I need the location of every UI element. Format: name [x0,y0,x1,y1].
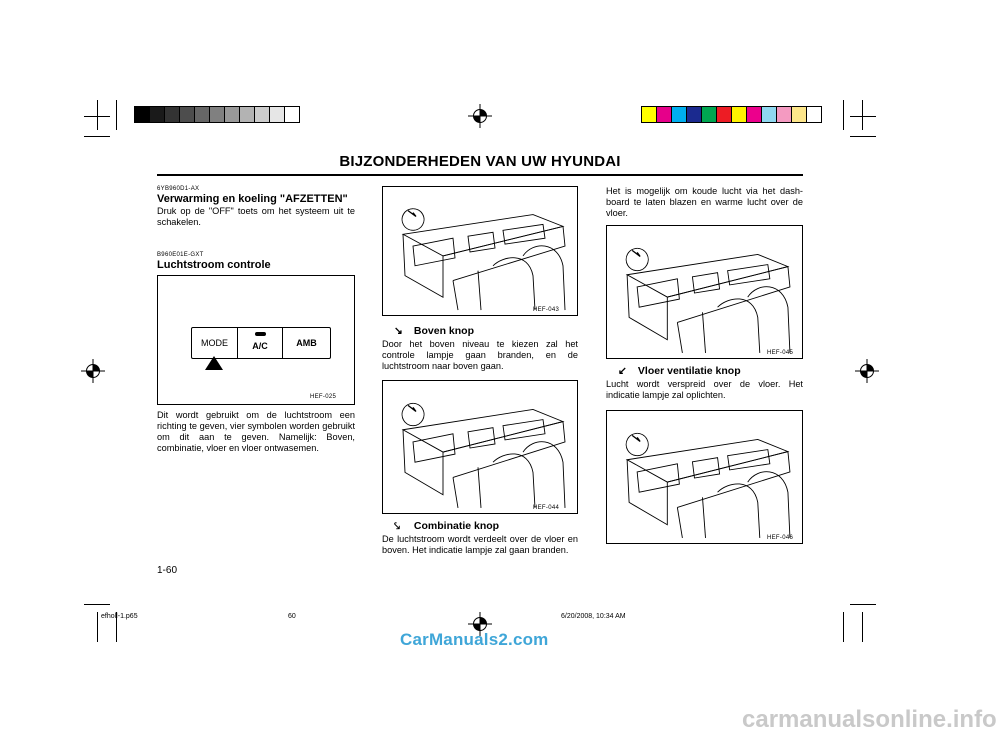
color-swatch [671,106,687,123]
bi-level-vent-icon: ⤥ [394,520,400,532]
floor-vent-icon: ↙ [618,365,627,377]
figure-label: HEF-043 [533,307,560,313]
illustration-stroke [702,312,705,353]
section-heading: Luchtstroom controle [157,259,271,271]
color-swatch [641,106,657,123]
illustration-stroke [523,442,565,508]
figure-dashboard-vloer [606,225,803,359]
boven-caption [394,325,474,337]
airflow-symbol-icon [408,211,416,217]
crop-mark [843,100,844,130]
illustration-stroke [677,322,682,352]
watermark-online: carmanualsonline.info [742,706,997,733]
airflow-symbol-icon [408,405,416,411]
footer-date: 6/20/2008, 10:34 AM [561,613,626,620]
vloer-caption-label: Vloer ventilatie knop [637,365,741,377]
illustration-stroke [413,434,455,462]
color-swatch [686,106,702,123]
dashboard-illustration-icon [383,187,577,315]
ac-button[interactable] [238,328,283,358]
section-text: Druk op de "OFF" toets om het systeem uit te schakelen. [157,206,355,227]
figure-dashboard-boven [382,186,578,316]
dashboard-illustration-icon [607,411,802,543]
illustration-stroke [453,477,458,507]
crop-mark [116,100,117,130]
registration-target-icon [81,359,105,383]
color-swatch [134,106,150,123]
registration-target-icon [855,359,879,383]
illustration-stroke [677,507,682,537]
illustration-stroke [626,433,648,455]
color-swatch [701,106,717,123]
amb-button[interactable]: AMB [296,338,317,348]
illustration-stroke [637,279,679,307]
airflow-symbol-icon [632,250,640,256]
intro-text: Het is mogelijk om koude lucht via het dash-board te laten blazen en warme lucht over de vloer. [606,186,803,218]
section-code: B960E01E-GXT [157,252,204,258]
illustration-stroke [748,287,790,353]
crop-mark [84,604,110,605]
crop-mark [862,612,863,642]
page-number: 1-60 [157,565,178,576]
illustration-stroke [637,464,679,492]
boven-caption-label: Boven knop [413,325,475,337]
crop-mark [850,604,876,605]
figure-dashboard-combinatie [382,380,578,514]
crop-mark [850,116,876,117]
color-swatch [239,106,255,123]
ac-button-label: A/C [252,341,268,351]
illustration-stroke [478,467,481,508]
color-swatch [194,106,210,123]
color-swatch [284,106,300,123]
illustration-stroke [718,299,760,353]
footer-page: 60 [288,613,296,620]
color-swatch [164,106,180,123]
color-swatch [224,106,240,123]
color-swatch [209,106,225,123]
illustration-stroke [728,450,770,470]
mode-button[interactable]: MODE [192,328,238,358]
illustration-stroke [503,224,545,244]
page-header-title: BIJZONDERHEDEN VAN UW HYUNDAI [339,153,621,170]
illustration-stroke [402,403,424,425]
color-swatch [791,106,807,123]
color-swatch [806,106,822,123]
color-swatch [269,106,285,123]
boven-text: Door het boven niveau te kiezen zal het controle lampje gaan branden, en de luchtstroom naar boven gaan. [382,339,578,371]
column-1 [157,186,355,271]
footer-filename: efholl-1.p65 [101,613,138,620]
illustration-stroke [478,271,481,310]
illustration-stroke [413,238,455,266]
illustration-stroke [402,209,424,231]
color-swatch [731,106,747,123]
crop-mark [84,136,110,137]
color-swatch [656,106,672,123]
figure-label: HEF-044 [533,505,560,511]
crop-mark [862,100,863,130]
illustration-stroke [503,420,545,440]
illustration-stroke [493,454,535,508]
combinatie-text: De luchtstroom wordt verdeelt over de vloer en boven. Het indicatie lampje zal gaan branden. [382,534,578,555]
illustration-stroke [626,248,648,270]
header-rule [157,174,803,176]
vloer-caption [618,365,741,377]
color-swatch [179,106,195,123]
illustration-stroke [748,472,790,538]
illustration-stroke [453,281,458,311]
color-swatch [746,106,762,123]
figure-label: HEF-025 [310,394,337,400]
color-swatch [776,106,792,123]
illustration-stroke [728,265,770,285]
dashboard-illustration-icon [607,226,802,358]
crop-mark [850,136,876,137]
section-text: Dit wordt gebruikt om de luchtstroom een richting te geven, vier symbolen worden gebruikt om dit aan te geven. Namelijk: Boven, combinatie, vloer en vloer ontwasemen. [157,410,355,453]
combinatie-caption-label: Combinatie knop [413,520,500,532]
registration-target-icon [468,104,492,128]
illustration-stroke [718,484,760,538]
color-swatch [761,106,777,123]
airflow-symbol-icon [632,435,640,441]
crop-mark [97,100,98,130]
section-heading: Verwarming en koeling "AFZETTEN" [157,193,348,205]
illustration-stroke [702,497,705,538]
combinatie-caption [394,520,499,533]
vloer-text: Lucht wordt verspreid over de vloer. Het indicatie lampje zal oplichten. [606,379,803,400]
color-swatch [716,106,732,123]
section-code: 6YB960D1-AX [157,186,200,192]
illustration-stroke [523,246,565,310]
pointer-arrow-icon [204,355,224,371]
crop-mark [97,612,98,642]
dashboard-illustration-icon [383,381,577,513]
crop-mark [843,612,844,642]
ac-indicator-lamp [255,332,266,336]
face-vent-icon: ↘ [394,325,403,337]
figure-control-panel [157,275,355,405]
figure-label: HEF-045 [767,350,794,356]
illustration-stroke [493,258,535,310]
color-swatch [149,106,165,123]
watermark-carmanuals[interactable]: CarManuals2.com [400,630,549,649]
color-swatch [254,106,270,123]
figure-dashboard-defrost [606,410,803,544]
figure-label: HEF-046 [767,535,794,541]
